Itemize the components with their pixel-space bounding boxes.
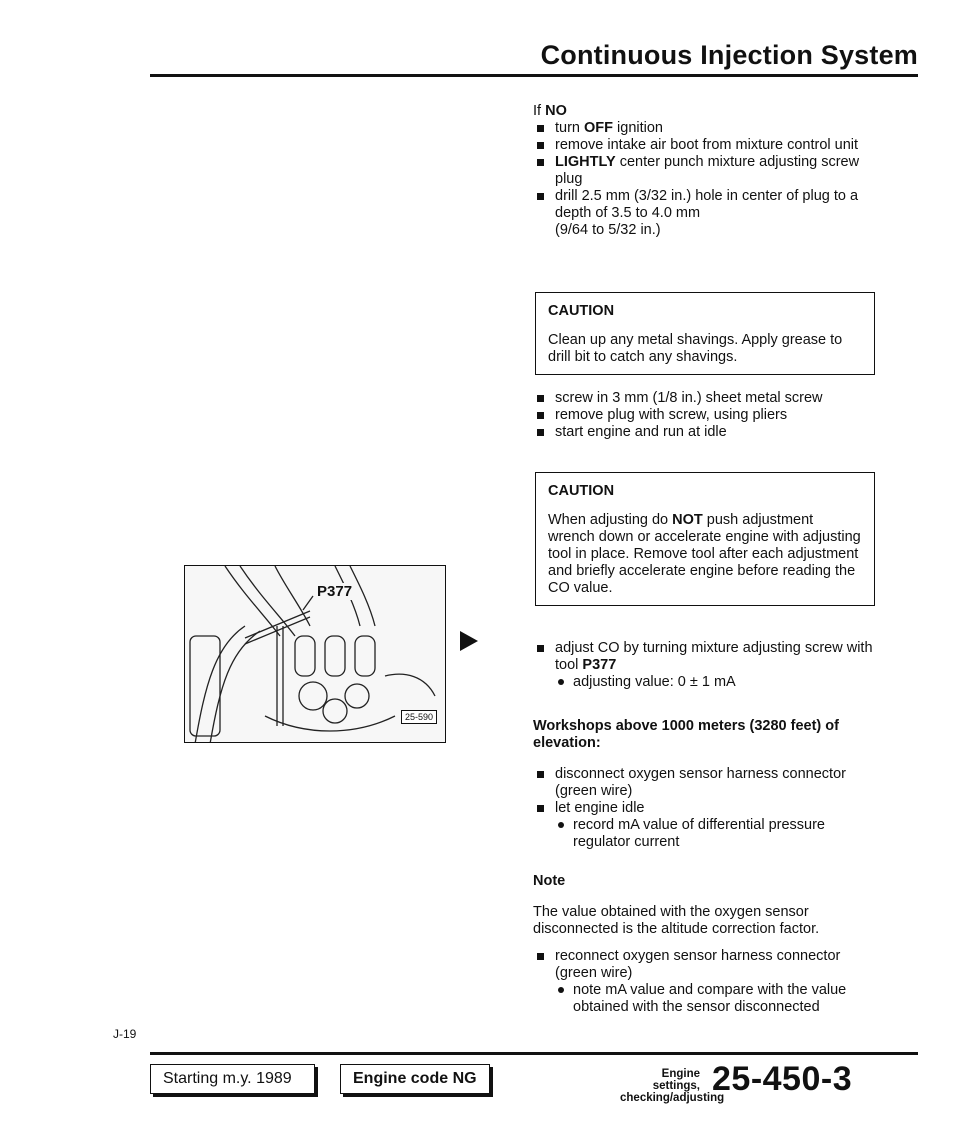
workshops-section [533, 718, 878, 851]
figure-id-label: 25-590 [401, 710, 437, 724]
note-section [533, 873, 878, 938]
caution-label: CAUTION [548, 483, 615, 499]
step-item: adjust CO by turning mixture adjusting screw with tool P377 [533, 640, 878, 674]
caution-box-1 [535, 292, 875, 375]
sub-step-item: record mA value of differential pressure regulator current [533, 817, 878, 851]
step-item: remove plug with screw, using pliers [533, 407, 878, 424]
step-item: start engine and run at idle [533, 424, 878, 441]
step-item: disconnect oxygen sensor harness connector (green wire) [533, 766, 878, 800]
illustration-figure [184, 565, 446, 743]
sub-step-item: adjusting value: 0 ± 1 mA [533, 674, 878, 691]
step-item: LIGHTLY center punch mixture adjusting screw plug [533, 154, 878, 188]
caution-box-2 [535, 472, 875, 606]
page-reference: J-19 [113, 1027, 137, 1041]
engine-code-tag: Engine code NG [340, 1064, 490, 1094]
intro-line: If NO [533, 103, 567, 119]
header-rule [150, 74, 918, 77]
step-item: remove intake air boot from mixture control unit [533, 137, 878, 154]
step-item: let engine idle [533, 800, 878, 817]
callout-line [303, 596, 313, 610]
steps-block-3 [533, 640, 878, 691]
footer-rule [150, 1052, 918, 1055]
pointer-arrow-icon [460, 631, 478, 651]
sub-step-item: note mA value and compare with the value obtained with the sensor disconnected [533, 982, 878, 1016]
steps-block-2 [533, 390, 878, 441]
page-title: Continuous Injection System [540, 40, 918, 70]
note-text: The value obtained with the oxygen sensor disconnected is the altitude correction factor. [533, 904, 820, 937]
caution-text: Clean up any metal shavings. Apply grease to drill bit to catch any shavings. [548, 332, 843, 365]
tool-callout-label: P377 [317, 583, 353, 600]
step-item: screw in 3 mm (1/8 in.) sheet metal screw [533, 390, 878, 407]
step-item: drill 2.5 mm (3/32 in.) hole in center of plug to a depth of 3.5 to 4.0 mm (9/64 to 5/32 in.) [533, 188, 878, 239]
caution-label: CAUTION [548, 303, 615, 319]
steps-block-4 [533, 948, 878, 1016]
steps-block-1 [533, 103, 878, 239]
model-year-tag: Starting m.y. 1989 [150, 1064, 315, 1094]
caution-text: When adjusting do NOT push adjustment wrench down or accelerate engine with adjusting tool in place. Remove tool after each adjustment and briefly accelerate engine before reading the CO value. [548, 512, 861, 596]
step-item: turn OFF ignition [533, 120, 878, 137]
note-label: Note [533, 873, 566, 889]
section-heading: Workshops above 1000 meters (3280 feet) of elevation: [533, 718, 839, 751]
step-item: reconnect oxygen sensor harness connector (green wire) [533, 948, 878, 982]
section-name: Engine settings, checking/adjusting [620, 1068, 725, 1104]
page-number: 25-450-3 [712, 1060, 853, 1098]
